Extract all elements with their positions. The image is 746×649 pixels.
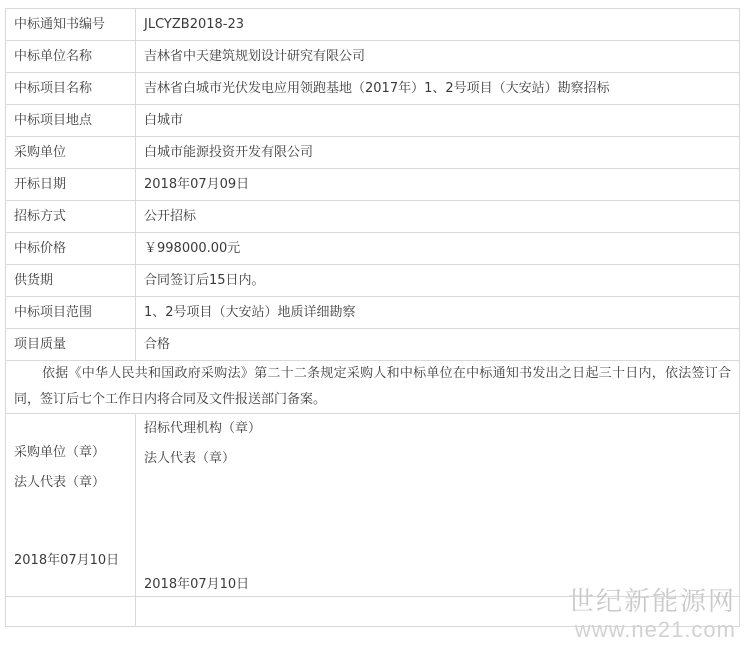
row-label: 招标方式 <box>6 201 136 233</box>
bid-notice-document <box>5 8 740 627</box>
row-value: 1、2号项目（大安站）地质详细勘察 <box>136 297 740 329</box>
agency-seal-label: 招标代理机构（章） <box>144 421 262 436</box>
table-row-empty <box>6 597 740 627</box>
row-label: 采购单位 <box>6 137 136 169</box>
legal-notice-cell <box>6 361 740 414</box>
row-value: 白城市 <box>136 105 740 137</box>
row-label: 中标通知书编号 <box>6 9 136 41</box>
table-row <box>6 73 740 105</box>
row-value: JLCYZB2018-23 <box>136 9 740 41</box>
purchaser-seal-space <box>14 498 127 550</box>
empty-cell-left <box>6 597 136 627</box>
agency-signature-cell <box>136 414 740 597</box>
row-label: 项目质量 <box>6 329 136 361</box>
table-row <box>6 9 740 41</box>
bid-notice-table <box>5 8 740 627</box>
row-value: 白城市能源投资开发有限公司 <box>136 137 740 169</box>
row-label: 中标项目范围 <box>6 297 136 329</box>
table-row <box>6 233 740 265</box>
agency-sign-date: 2018年07月10日 <box>144 577 250 592</box>
purchaser-sign-date: 2018年07月10日 <box>14 553 120 568</box>
row-value: 吉林省中天建筑规划设计研究有限公司 <box>136 41 740 73</box>
table-row <box>6 297 740 329</box>
row-label: 中标项目地点 <box>6 105 136 137</box>
agency-seal-space <box>144 474 731 574</box>
watermark-site-name: 世纪新能源网 <box>567 587 736 617</box>
row-label: 中标项目名称 <box>6 73 136 105</box>
row-label: 中标单位名称 <box>6 41 136 73</box>
table-row <box>6 105 740 137</box>
row-value: 公开招标 <box>136 201 740 233</box>
row-label: 开标日期 <box>6 169 136 201</box>
table-body <box>6 9 740 627</box>
row-value: 合格 <box>136 329 740 361</box>
notice-row <box>6 361 740 414</box>
table-row <box>6 41 740 73</box>
table-row <box>6 137 740 169</box>
row-value: ￥998000.00元 <box>136 233 740 265</box>
empty-cell-right <box>136 597 740 627</box>
row-value: 吉林省白城市光伏发电应用领跑基地（2017年）1、2号项目（大安站）勘察招标 <box>136 73 740 105</box>
purchaser-seal-label: 采购单位（章） <box>14 445 106 460</box>
watermark-site-url: www.ne21.com <box>574 617 736 642</box>
purchaser-legal-rep-label: 法人代表（章） <box>14 475 106 490</box>
purchaser-signature-cell <box>6 414 136 597</box>
signature-row <box>6 414 740 597</box>
row-value: 合同签订后15日内。 <box>136 265 740 297</box>
table-row <box>6 329 740 361</box>
row-label: 中标价格 <box>6 233 136 265</box>
row-value: 2018年07月09日 <box>136 169 740 201</box>
table-row <box>6 201 740 233</box>
table-row <box>6 169 740 201</box>
row-label: 供货期 <box>6 265 136 297</box>
legal-notice-text: 依据《中华人民共和国政府采购法》第二十二条规定采购人和中标单位在中标通知书发出之日起三十日内，依法签订合同，签订后七个工作日内将合同及文件报送部门备案。 <box>14 366 731 407</box>
agency-legal-rep-label: 法人代表（章） <box>144 451 236 466</box>
table-row <box>6 265 740 297</box>
